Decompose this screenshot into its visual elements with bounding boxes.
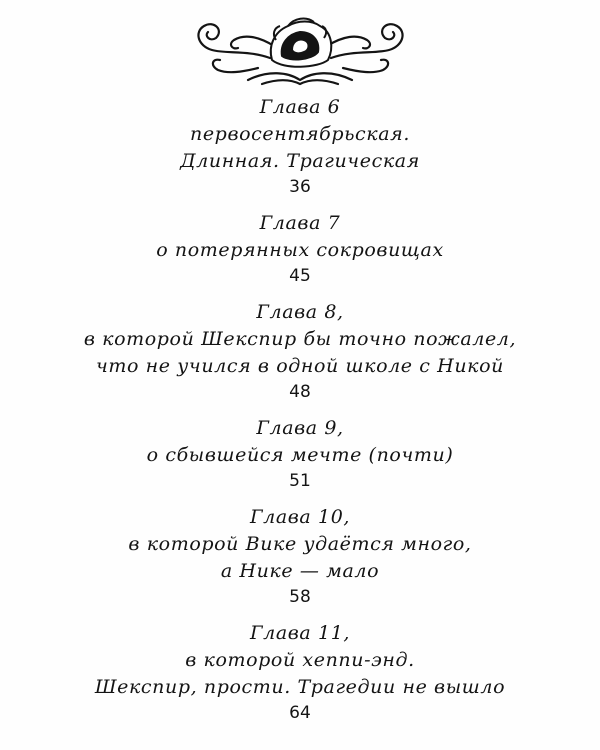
toc-entry[interactable] [0,94,600,199]
chapter-heading: Глава 8, [256,301,344,323]
chapter-title-line: Шекспир, прости. Трагедии не вышло [94,676,506,698]
page-number: 36 [289,177,311,197]
chapter-title-line: Длинная. Трагическая [180,150,420,172]
table-of-contents [0,94,600,736]
chapter-title-line: в которой хеппи-энд. [185,649,415,671]
page-number: 51 [289,471,311,491]
page-number: 64 [289,703,311,723]
chapter-title-line: а Нике — мало [220,560,380,582]
page-number: 58 [289,587,311,607]
toc-entry[interactable] [0,415,600,493]
toc-entry[interactable] [0,210,600,288]
chapter-title-line: о сбывшейся мечте (почти) [146,444,454,466]
chapter-heading: Глава 6 [259,96,341,118]
chapter-heading: Глава 11, [249,622,351,644]
chapter-title-line: в которой Шекспир бы точно пожалел, [83,328,517,350]
page-number: 45 [289,266,311,286]
chapter-title-line: первосентябрьская. [190,123,410,145]
chapter-heading: Глава 10, [249,506,351,528]
chapter-title-line: о потерянных сокровищах [156,239,444,261]
toc-entry[interactable] [0,299,600,404]
chapter-heading: Глава 7 [259,212,341,234]
rose-ornament-icon [188,10,413,88]
chapter-title-line: в которой Вике удаётся много, [128,533,472,555]
toc-entry[interactable] [0,620,600,725]
chapter-title-line: что не учился в одной школе с Никой [95,355,505,377]
toc-entry[interactable] [0,504,600,609]
chapter-heading: Глава 9, [256,417,344,439]
page-number: 48 [289,382,311,402]
